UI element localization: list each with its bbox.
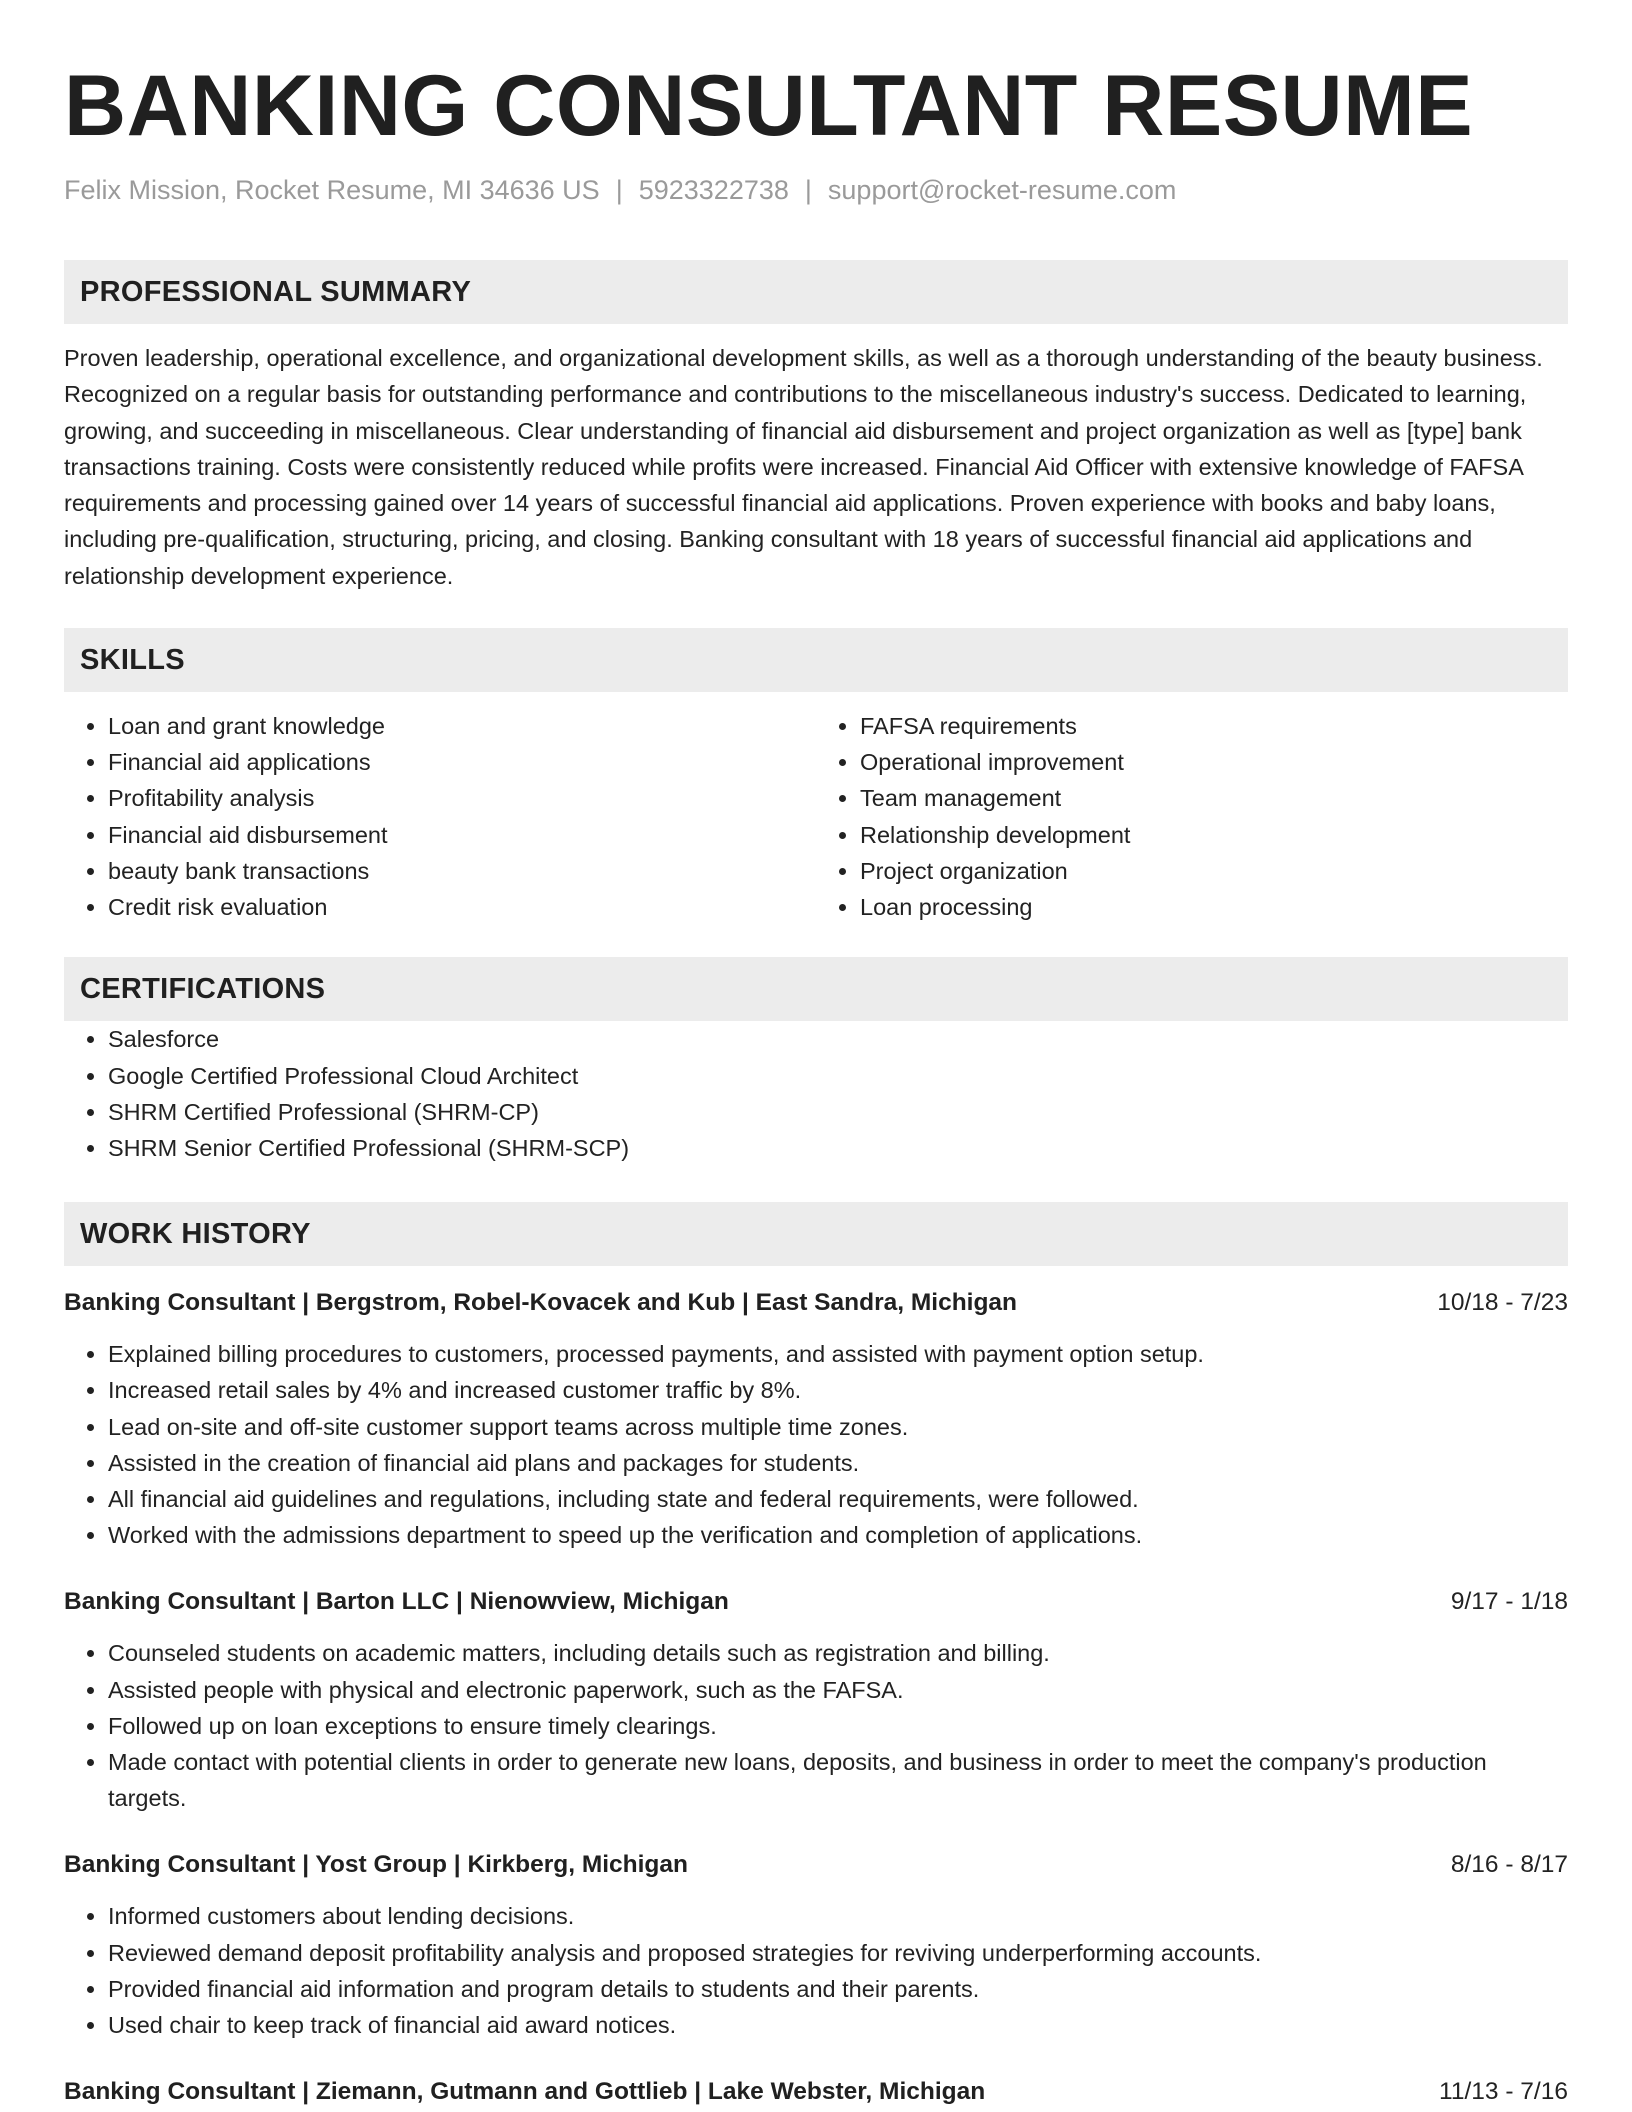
- skills-columns: [64, 708, 1568, 925]
- skill-item: • Loan and grant knowledge: [108, 708, 816, 744]
- job-dates: 9/17 - 1/18: [1450, 1588, 1568, 1616]
- job-bullet: • All financial aid guidelines and regulations, including state and federal requirements, were followed.: [108, 1481, 1568, 1517]
- certifications-list: [64, 1021, 1568, 1166]
- job-bullet: • Reviewed demand deposit profitability analysis and proposed strategies for reviving underperforming accounts.: [108, 1935, 1568, 1971]
- job-entry: [64, 2075, 1568, 2109]
- contact-email: support@rocket-resume.com: [827, 175, 1177, 205]
- job-dates: 8/16 - 8/17: [1450, 1851, 1568, 1879]
- job-title: Banking Consultant | Yost Group | Kirkberg, Michigan: [64, 1851, 688, 1879]
- certification-item: • Google Certified Professional Cloud Architect: [108, 1058, 1568, 1094]
- job-entry: [64, 1585, 1568, 1816]
- job-bullet: • Assisted people with physical and electronic paperwork, such as the FAFSA.: [108, 1672, 1568, 1708]
- skills-left-list: [64, 708, 816, 925]
- job-entry: [64, 1286, 1568, 1553]
- job-bullet: • Explained billing procedures to customers, processed payments, and assisted with payment option setup.: [108, 1336, 1568, 1372]
- job-bullet: • Assisted in the creation of financial aid plans and packages for students.: [108, 1445, 1568, 1481]
- skills-right-list: [816, 708, 1568, 925]
- job-bullet: • Lead on-site and off-site customer support teams across multiple time zones.: [108, 1409, 1568, 1445]
- job-bullets: [64, 1635, 1568, 1816]
- job-header: [64, 1286, 1568, 1320]
- summary-text: Proven leadership, operational excellence, and organizational development skills, as well as a thorough understanding of the beauty business. Recognized on a regular basis for outstanding performance and contributions to the miscellaneous industry's success. Dedicated to learning, growing, and succeeding in miscellaneous. Clear understanding of financial aid disbursement and project organization as well as [type] bank transactions training. Costs were consistently reduced while profits were increased. Financial Aid Officer with extensive knowledge of FAFSA requirements and processing gained over 14 years of successful financial aid applications. Proven experience with books and baby loans, including pre-qualification, structuring, pricing, and closing. Banking consultant with 18 years of successful financial aid applications and relationship development experience.: [64, 345, 1543, 589]
- job-dates: 11/13 - 7/16: [1439, 2078, 1568, 2106]
- certification-item: • SHRM Certified Professional (SHRM-CP): [108, 1094, 1568, 1130]
- job-title: Banking Consultant | Barton LLC | Nienowview, Michigan: [64, 1588, 729, 1616]
- contact-phone: 5923322738: [638, 175, 789, 205]
- skills-heading: SKILLS: [64, 628, 1568, 692]
- job-bullet: • Used chair to keep track of financial aid award notices.: [108, 2007, 1568, 2043]
- job-bullet: • Followed up on loan exceptions to ensure timely clearings.: [108, 1708, 1568, 1744]
- skill-item: • Relationship development: [860, 817, 1568, 853]
- job-bullet: • Increased retail sales by 4% and increased customer traffic by 8%.: [108, 1372, 1568, 1408]
- work-history-heading: WORK HISTORY: [64, 1202, 1568, 1266]
- job-bullets: [64, 1898, 1568, 2043]
- contact-separator: |: [804, 175, 812, 205]
- job-header: [64, 1848, 1568, 1882]
- job-title: Banking Consultant | Bergstrom, Robel-Kovacek and Kub | East Sandra, Michigan: [64, 1289, 1018, 1317]
- summary-heading: PROFESSIONAL SUMMARY: [64, 260, 1568, 324]
- skill-item: • Profitability analysis: [108, 780, 816, 816]
- contact-line: [64, 172, 1568, 208]
- certification-item: • Salesforce: [108, 1021, 1568, 1057]
- skill-item: • Team management: [860, 780, 1568, 816]
- skill-item: • Project organization: [860, 853, 1568, 889]
- skill-item: • beauty bank transactions: [108, 853, 816, 889]
- contact-address: Felix Mission, Rocket Resume, MI 34636 US: [64, 175, 600, 205]
- certifications-heading: CERTIFICATIONS: [64, 957, 1568, 1021]
- job-bullets: [64, 1336, 1568, 1553]
- job-header: [64, 2075, 1568, 2109]
- job-header: [64, 1585, 1568, 1619]
- job-dates: 10/18 - 7/23: [1437, 1289, 1568, 1317]
- skill-item: • Loan processing: [860, 889, 1568, 925]
- skill-item: • Credit risk evaluation: [108, 889, 816, 925]
- resume-title: BANKING CONSULTANT RESUME: [64, 58, 1474, 154]
- skill-item: • FAFSA requirements: [860, 708, 1568, 744]
- skill-item: • Financial aid applications: [108, 744, 816, 780]
- job-bullet: • Informed customers about lending decisions.: [108, 1898, 1568, 1934]
- skill-item: • Operational improvement: [860, 744, 1568, 780]
- job-title: Banking Consultant | Ziemann, Gutmann and Gottlieb | Lake Webster, Michigan: [64, 2078, 986, 2106]
- resume-page: [64, 0, 1568, 2109]
- job-bullet: • Provided financial aid information and program details to students and their parents.: [108, 1971, 1568, 2007]
- contact-separator: |: [615, 175, 623, 205]
- job-entry: [64, 1848, 1568, 2043]
- job-bullet: • Made contact with potential clients in order to generate new loans, deposits, and business in order to meet the company's production targets.: [108, 1744, 1568, 1816]
- job-bullet: • Worked with the admissions department to speed up the verification and completion of applications.: [108, 1517, 1568, 1553]
- skill-item: • Financial aid disbursement: [108, 817, 816, 853]
- job-bullet: • Counseled students on academic matters, including details such as registration and billing.: [108, 1635, 1568, 1671]
- certification-item: • SHRM Senior Certified Professional (SHRM-SCP): [108, 1130, 1568, 1166]
